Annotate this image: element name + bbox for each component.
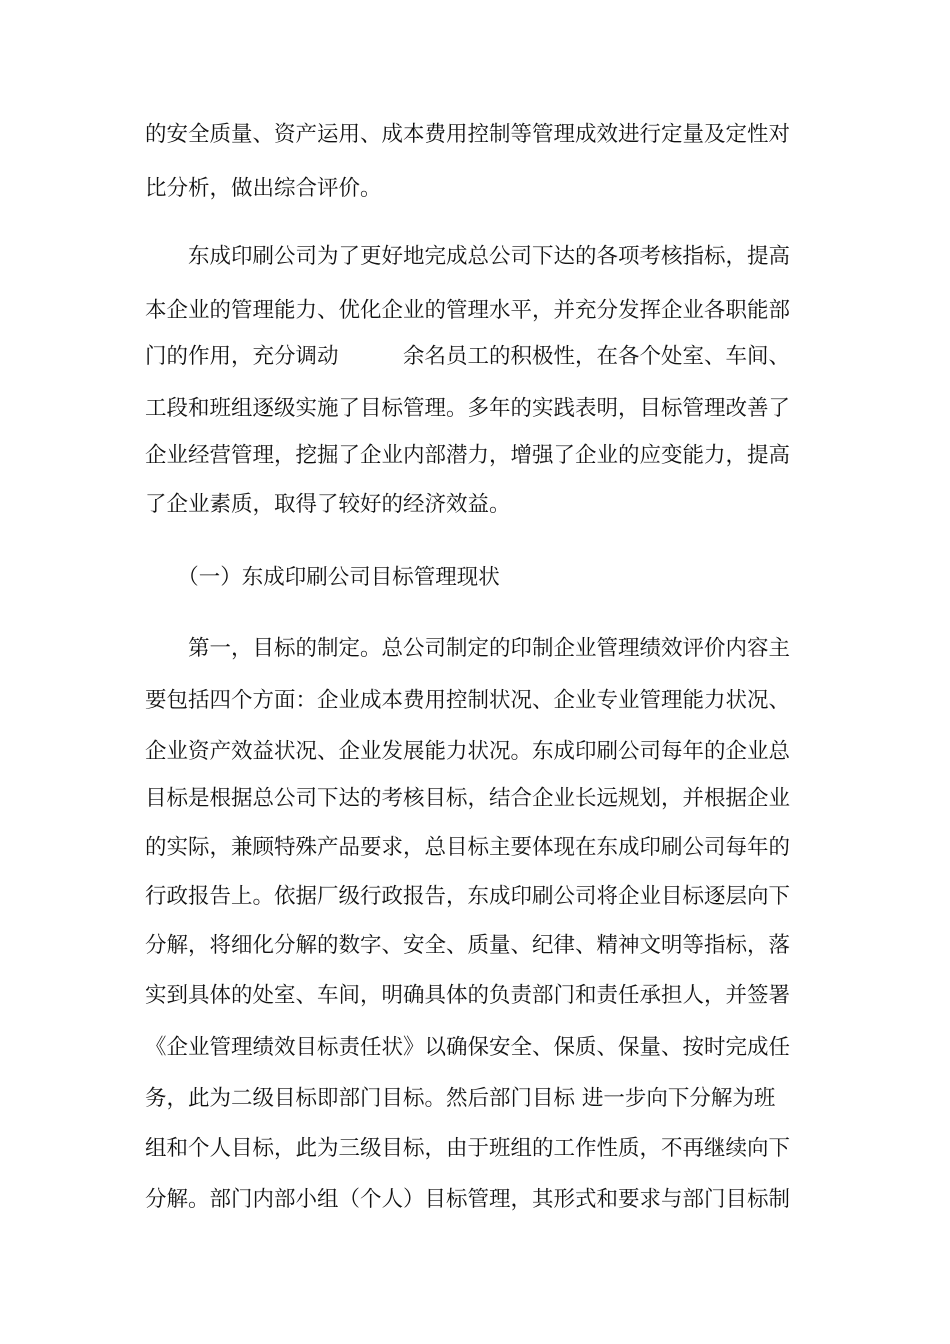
text-line: 本企业的管理能力、优化企业的管理水平，并充分发挥企业各职能部 (145, 298, 791, 323)
text-line: 东成印刷公司为了更好地完成总公司下达的各项考核指标，提高 (145, 244, 791, 269)
text-line: 企业经营管理，挖掘了企业内部潜力，增强了企业的应变能力，提高 (145, 443, 791, 468)
text-line: 《企业管理绩效目标责任状》以确保安全、保质、保量、按时完成任 (145, 1035, 791, 1060)
text-line: 了企业素质，取得了较好的经济效益。 (145, 492, 511, 517)
text-line: 行政报告上。依据厂级行政报告，东成印刷公司将企业目标逐层向下 (145, 884, 791, 909)
text-line: 要包括四个方面：企业成本费用控制状况、企业专业管理能力状况、 (145, 688, 791, 713)
text-line: 分解。部门内部小组（个人）目标管理，其形式和要求与部门目标制 (145, 1187, 791, 1212)
text-line: 分解，将细化分解的数字、安全、质量、纪律、精神文明等指标，落 (145, 933, 791, 958)
text-line: 比分析，做出综合评价。 (145, 176, 382, 201)
text-line: 目标是根据总公司下达的考核目标，结合企业长远规划，并根据企业 (145, 786, 791, 811)
text-line: 组和个人目标，此为三级目标，由于班组的工作性质，不再继续向下 (145, 1136, 791, 1161)
text-line: 工段和班组逐级实施了目标管理。多年的实践表明，目标管理改善了 (145, 396, 791, 421)
text-line: 的安全质量、资产运用、成本费用控制等管理成效进行定量及定性对 (145, 122, 791, 147)
text-line: 的实际，兼顾特殊产品要求，总目标主要体现在东成印刷公司每年的 (145, 835, 791, 860)
text-line: 企业资产效益状况、企业发展能力状况。东成印刷公司每年的企业总 (145, 739, 791, 764)
text-line: 实到具体的处室、车间，明确具体的负责部门和责任承担人，并签署 (145, 983, 791, 1008)
text-line: 门的作用，充分调动 余名员工的积极性，在各个处室、车间、 (145, 344, 791, 369)
text-line: 第一，目标的制定。总公司制定的印制企业管理绩效评价内容主 (145, 636, 791, 661)
text-line: 务，此为二级目标即部门目标。然后部门目标 进一步向下分解为班 (145, 1086, 776, 1111)
section-heading: （一）东成印刷公司目标管理现状 (145, 565, 500, 590)
